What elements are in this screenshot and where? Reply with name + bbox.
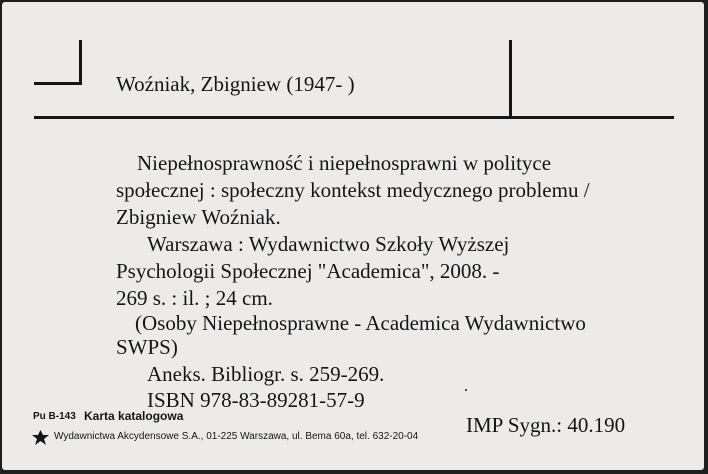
title-line-1: Niepełnosprawność i niepełnosprawni w polityce [137, 151, 552, 175]
ink-speck [465, 389, 467, 391]
series-line-1: (Osoby Niepełnosprawne - Academica Wydawnictwo [135, 311, 586, 335]
author-heading: Woźniak, Zbigniew (1947- ) [116, 72, 355, 96]
title-line-3: Zbigniew Woźniak. [116, 205, 281, 229]
heading-vertical-rule [509, 40, 512, 118]
corner-bracket-vertical [79, 40, 82, 84]
catalog-card [2, 2, 704, 470]
printer-address: Wydawnictwa Akcydensowe S.A., 01-225 Warszawa, ul. Bema 60a, tel. 632-20-04 [54, 431, 419, 442]
bibliography-note: Aneks. Bibliogr. s. 259-269. [147, 362, 385, 386]
imprint-line-2: Psychologii Społecznej "Academica", 2008. - [116, 259, 500, 283]
imprint-line-1: Warszawa : Wydawnictwo Szkoły Wyższej [147, 232, 510, 256]
form-code: Pu B-143 [33, 411, 76, 422]
imprint-line-3: 269 s. : il. ; 24 cm. [116, 286, 273, 310]
isbn: ISBN 978-83-89281-57-9 [147, 388, 365, 412]
form-name: Karta katalogowa [84, 409, 184, 423]
heading-rule [34, 116, 674, 119]
corner-bracket-horizontal [34, 82, 82, 85]
printer-logo-icon [32, 430, 49, 445]
title-line-2: społecznej : społeczny kontekst medycznego problemu / [116, 178, 590, 202]
series-line-2: SWPS) [116, 335, 178, 359]
call-number: IMP Sygn.: 40.190 [466, 413, 626, 437]
